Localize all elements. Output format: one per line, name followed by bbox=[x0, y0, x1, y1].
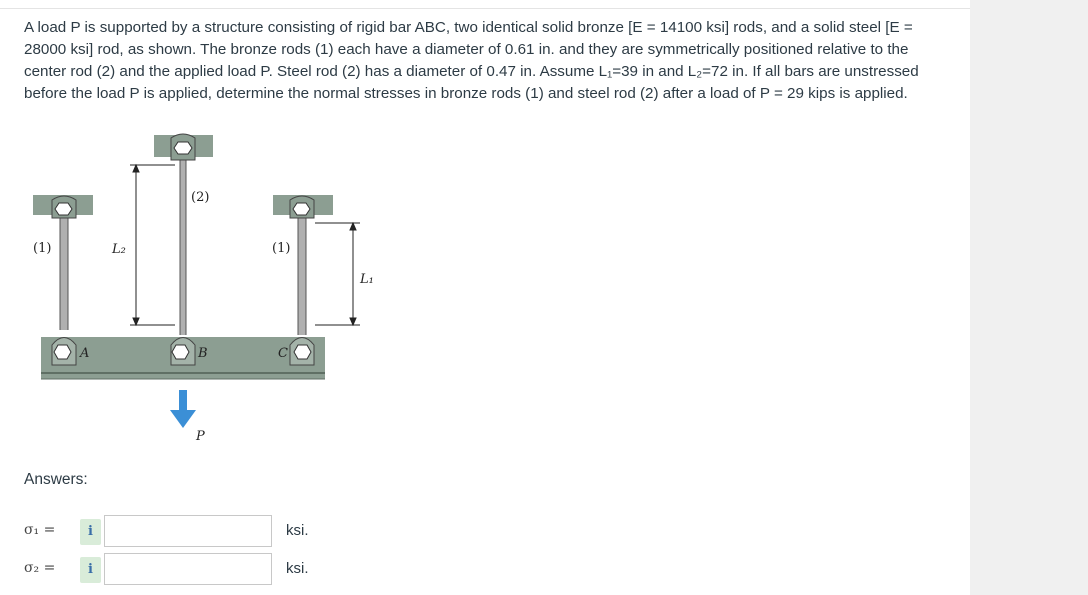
pin-c bbox=[290, 338, 314, 366]
problem-statement: A load P is supported by a structure consisting of rigid bar ABC, two identical solid bronze [E = 14100 ksi] rods, and a solid steel [E = 28000 ksi] rod, as shown. The bronze rods (1) each have a diameter of 0.61 in. and they are symmetrically positioned relative to the center rod (2) and the applied load P. Steel rod (2) has a diameter of 0.47 in. Assume L₁=39 in and L₂=72 in. If all bars are unstressed before the load P is applied, determine the normal stresses in bronze rods (1) and steel rod (2) after a load of P = 29 kips is applied. bbox=[24, 19, 919, 102]
rod-2-center bbox=[180, 157, 186, 335]
sigma1-input[interactable] bbox=[104, 515, 272, 547]
pin-top-right bbox=[290, 196, 314, 218]
label-l2: L₂ bbox=[112, 242, 126, 257]
structure-figure bbox=[0, 125, 400, 455]
info-icon[interactable]: i bbox=[80, 519, 101, 545]
sigma1-symbol: σ₁ = bbox=[24, 522, 56, 538]
label-rod1-left: (1) bbox=[33, 241, 52, 256]
sigma2-input[interactable] bbox=[104, 553, 272, 585]
divider bbox=[0, 8, 970, 9]
sigma2-symbol: σ₂ = bbox=[24, 560, 56, 576]
label-rod2: (2) bbox=[191, 190, 210, 205]
pin-top-left bbox=[52, 196, 76, 218]
pin-b bbox=[171, 338, 195, 366]
label-point-b: B bbox=[198, 346, 208, 361]
rod-1-right bbox=[298, 215, 306, 335]
label-point-a: A bbox=[80, 346, 90, 361]
label-l1: L₁ bbox=[360, 272, 374, 287]
dimension-l2 bbox=[130, 165, 175, 325]
rod-1-left bbox=[60, 215, 68, 330]
sigma1-unit: ksi. bbox=[286, 522, 309, 539]
label-rod1-right: (1) bbox=[272, 241, 291, 256]
info-icon[interactable]: i bbox=[80, 557, 101, 583]
pin-a bbox=[52, 338, 76, 366]
load-arrow bbox=[170, 390, 196, 428]
pin-top-center bbox=[171, 134, 195, 160]
label-point-c: C bbox=[278, 346, 288, 361]
dimension-l1 bbox=[315, 223, 360, 325]
label-load-p: P bbox=[196, 429, 205, 444]
answers-heading: Answers: bbox=[24, 471, 88, 488]
sigma2-unit: ksi. bbox=[286, 560, 309, 577]
